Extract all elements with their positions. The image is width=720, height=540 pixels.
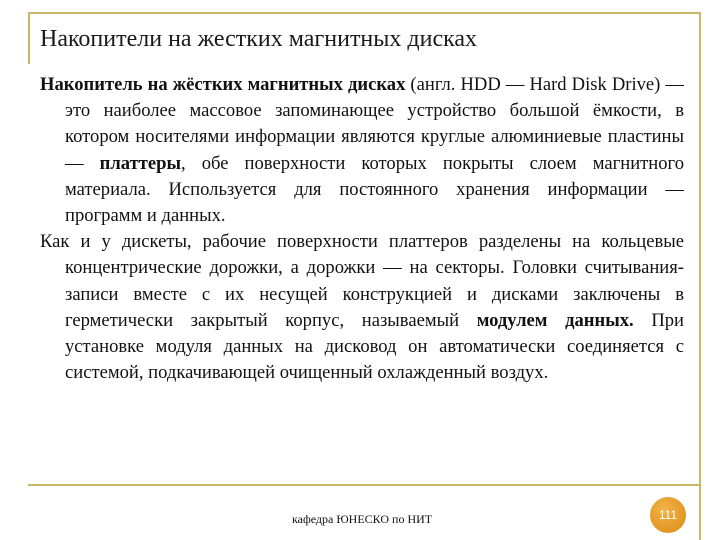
page-number-badge: 111 <box>650 497 686 533</box>
footer-department: кафедра ЮНЕСКО по НИТ <box>292 512 433 526</box>
paragraph-text: (англ. HDD — Hard Disk Drive) — это наиболее массовое запоминающее устройство большой ёмкости, в котором носителями информации являются круглые алюминиевые пластины — <box>65 74 684 174</box>
data-module-term: модулем данных. <box>476 309 634 331</box>
paragraph-text: Как и у дискеты, рабочие поверхности платтеров разделены на кольцевые концентрические дорожки, а дорожки — на секторы. Головки считывания-записи вместе с их несущей конструкцией и дисками заключены в герметически закрытый корпус, называемый <box>40 231 684 331</box>
footer-divider <box>28 484 700 486</box>
paragraph-text: При установке модуля данных на дисковод он автоматически соединяется с системой, подкачивающей очищенный охлажденный воздух. <box>65 309 684 384</box>
paragraph-text: , обе поверхности которых покрыты слоем магнитного материала. Используется для постоянного хранения информации — программ и данных. <box>65 152 684 227</box>
slide-body <box>40 72 684 386</box>
left-divider <box>28 12 30 64</box>
right-divider <box>699 12 701 540</box>
paragraph-tracks-sectors <box>40 229 684 386</box>
paragraph-hdd-definition <box>40 72 684 229</box>
hdd-term: Накопитель на жёстких магнитных дисках <box>40 74 406 95</box>
slide-title: Накопители на жестких магнитных дисках <box>40 26 478 52</box>
platters-term: платтеры <box>99 152 181 174</box>
top-divider <box>28 12 700 14</box>
